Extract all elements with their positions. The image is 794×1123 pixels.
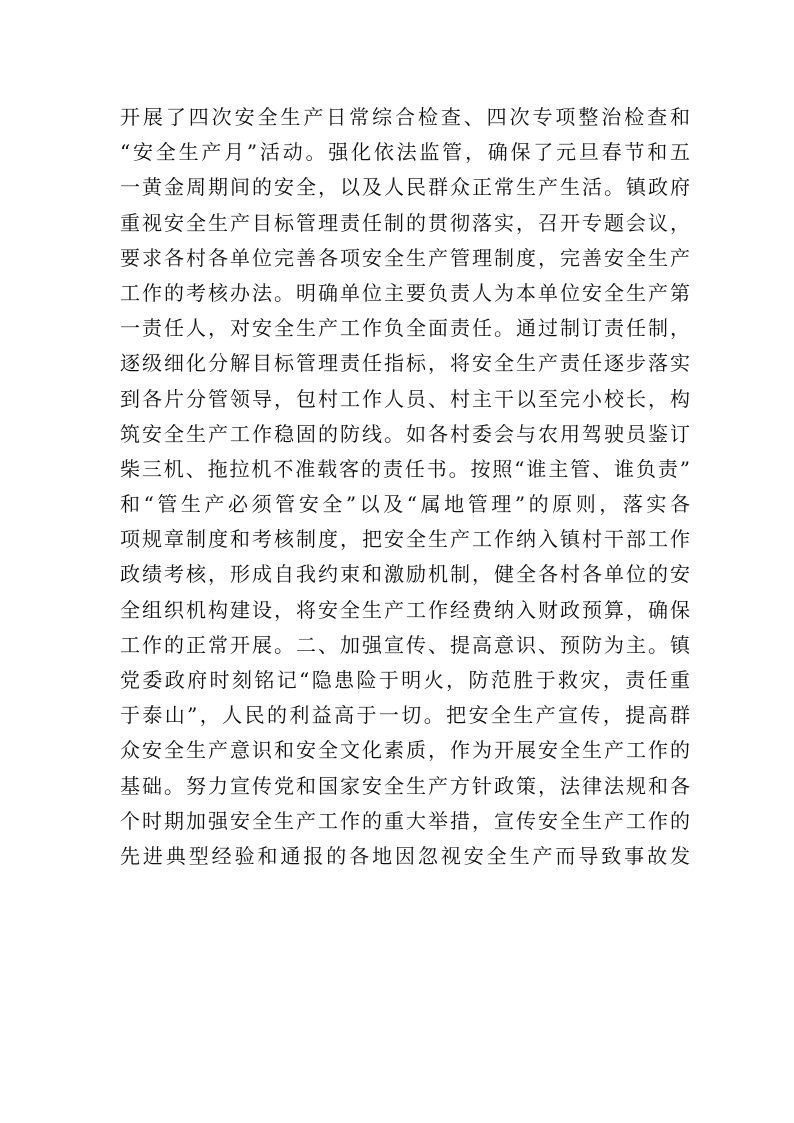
text-line: 一黄金周期间的安全，以及人民群众正常生产生活。镇政府 bbox=[120, 175, 690, 200]
text-line: 重视安全生产目标管理责任制的贯彻落实，召开专题会议， bbox=[120, 210, 690, 235]
text-line: 要求各村各单位完善各项安全生产管理制度，完善安全生产 bbox=[120, 245, 690, 270]
text-line: 全组织机构建设，将安全生产工作经费纳入财政预算，确保 bbox=[120, 597, 690, 622]
text-line: 到各片分管领导，包村工作人员、村主干以至完小校长，构 bbox=[120, 386, 690, 411]
text-line: 逐级细化分解目标管理责任指标，将安全生产责任逐步落实 bbox=[120, 351, 690, 376]
text-line: 众安全生产意识和安全文化素质，作为开展安全生产工作的 bbox=[120, 738, 690, 763]
text-line: 筑安全生产工作稳固的防线。如各村委会与农用驾驶员鉴订 bbox=[120, 421, 690, 446]
text-line: 于泰山”，人民的利益高于一切。把安全生产宣传，提高群 bbox=[120, 703, 690, 728]
text-line: 和“管生产必须管安全”以及“属地管理”的原则，落实各 bbox=[120, 492, 690, 517]
text-line: “安全生产月”活动。强化依法监管，确保了元旦春节和五 bbox=[120, 140, 690, 165]
text-line: 一责任人，对安全生产工作负全面责任。通过制订责任制， bbox=[120, 316, 690, 341]
text-line: 开展了四次安全生产日常综合检查、四次专项整治检查和 bbox=[120, 105, 690, 129]
text-line: 工作的考核办法。明确单位主要负责人为本单位安全生产第 bbox=[120, 280, 690, 305]
text-line: 柴三机、拖拉机不准载客的责任书。按照“谁主管、谁负责” bbox=[120, 456, 690, 481]
text-line: 工作的正常开展。二、加强宣传、提高意识、预防为主。镇 bbox=[120, 632, 690, 657]
text-line: 党委政府时刻铭记“隐患险于明火，防范胜于救灾，责任重 bbox=[120, 668, 690, 692]
text-line: 先进典型经验和通报的各地因忽视安全生产而导致事故发 bbox=[120, 843, 690, 868]
text-line: 基础。努力宣传党和国家安全生产方针政策，法律法规和各 bbox=[120, 773, 690, 798]
text-line: 项规章制度和考核制度，把安全生产工作纳入镇村干部工作 bbox=[120, 527, 690, 552]
text-line: 个时期加强安全生产工作的重大举措，宣传安全生产工作的 bbox=[120, 808, 690, 833]
body-paragraph bbox=[120, 100, 690, 874]
text-line: 政绩考核，形成自我约束和激励机制，健全各村各单位的安 bbox=[120, 562, 690, 587]
